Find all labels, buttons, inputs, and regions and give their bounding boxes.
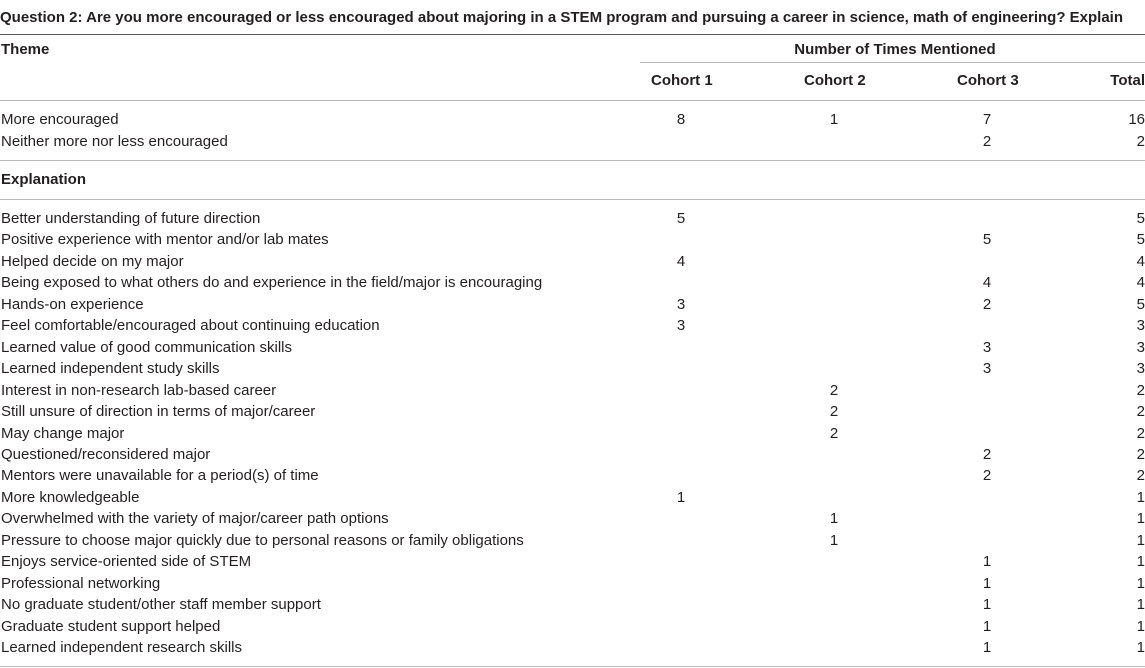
total-value: 2: [1136, 381, 1145, 399]
cohort3-value: 3: [982, 360, 992, 378]
cohort3-value: 1: [982, 574, 992, 592]
row-label: May change major: [1, 424, 125, 442]
row-label: Graduate student support helped: [1, 617, 221, 635]
total-value: 5: [1136, 295, 1145, 313]
cohort3-value: 2: [982, 445, 992, 463]
total-value: 3: [1136, 338, 1145, 356]
cohort3-header: Cohort 3: [957, 72, 1019, 89]
cohort1-value: 4: [676, 252, 686, 270]
cohort1-value: 3: [676, 317, 686, 335]
total-value: 4: [1136, 274, 1145, 292]
cohort3-value: 7: [982, 111, 992, 128]
row-label: Feel comfortable/encouraged about continuing education: [1, 317, 380, 335]
total-value: 3: [1136, 360, 1145, 378]
row-label: Being exposed to what others do and experience in the field/major is encouraging: [1, 274, 543, 292]
row-label: Better understanding of future direction: [1, 210, 261, 227]
row-label: No graduate student/other staff member support: [1, 596, 321, 614]
cohort3-value: 4: [982, 274, 992, 292]
total-value: 2: [1136, 132, 1145, 150]
cohort3-value: 5: [982, 231, 992, 249]
total-value: 1: [1136, 488, 1145, 506]
top-rule: [0, 34, 1145, 35]
row-label: Questioned/reconsidered major: [1, 445, 211, 463]
total-value: 1: [1136, 510, 1145, 528]
cohort3-value: 2: [982, 132, 992, 150]
cohort3-value: 1: [982, 596, 992, 614]
times-mentioned-header: Number of Times Mentioned: [794, 41, 996, 58]
row-label: Helped decide on my major: [1, 252, 184, 270]
cohort1-value: 8: [676, 111, 686, 128]
row-label: Hands-on experience: [1, 295, 144, 313]
spanner-rule: [640, 62, 1145, 63]
total-value: 4: [1136, 252, 1145, 270]
cohort2-value: 2: [829, 424, 839, 442]
theme-column-header: Theme: [1, 41, 50, 58]
total-value: 1: [1136, 639, 1145, 656]
row-label: Pressure to choose major quickly due to personal reasons or family obligations: [1, 531, 524, 549]
total-value: 1: [1136, 531, 1145, 549]
cohort1-value: 5: [676, 210, 686, 227]
total-value: 5: [1136, 231, 1145, 249]
cohort3-value: 1: [982, 639, 992, 656]
cohort3-value: 2: [982, 295, 992, 313]
total-value: 2: [1136, 424, 1145, 442]
row-label: Learned value of good communication skills: [1, 338, 292, 356]
row-label: Learned independent research skills: [1, 639, 242, 656]
cohort1-value: 1: [676, 488, 686, 506]
explanation-heading: Explanation: [1, 171, 87, 188]
cohort2-value: 2: [829, 381, 839, 399]
cohort2-value: 1: [829, 510, 839, 528]
total-value: 2: [1136, 403, 1145, 421]
total-value: 2: [1136, 445, 1145, 463]
row-label: Interest in non-research lab-based career: [1, 381, 277, 399]
table-caption: Question 2: Are you more encouraged or less encouraged about majoring in a STEM program and pursuing a career in science, math of engineering? Explain: [0, 9, 1124, 26]
total-value: 1: [1136, 553, 1145, 571]
total-value: 16: [1128, 111, 1145, 128]
row-label: Still unsure of direction in terms of major/career: [1, 403, 316, 421]
cohort3-value: 1: [982, 553, 992, 571]
row-label: More encouraged: [1, 111, 119, 128]
row-label: Neither more nor less encouraged: [1, 132, 228, 150]
cohort2-value: 1: [829, 531, 839, 549]
cohort3-value: 1: [982, 617, 992, 635]
row-label: Learned independent study skills: [1, 360, 220, 378]
cohort3-value: 3: [982, 338, 992, 356]
cohort2-header: Cohort 2: [804, 72, 866, 89]
cohort1-header: Cohort 1: [651, 72, 713, 89]
cohort3-value: 2: [982, 467, 992, 485]
cohort1-value: 3: [676, 295, 686, 313]
explanation-heading-rule: [0, 199, 1145, 200]
cohort2-value: 2: [829, 403, 839, 421]
bottom-rule: [0, 666, 1145, 667]
row-label: Mentors were unavailable for a period(s) of time: [1, 467, 319, 485]
row-label: More knowledgeable: [1, 488, 140, 506]
row-label: Positive experience with mentor and/or lab mates: [1, 231, 329, 249]
row-label: Overwhelmed with the variety of major/career path options: [1, 510, 389, 528]
total-value: 3: [1136, 317, 1145, 335]
total-value: 2: [1136, 467, 1145, 485]
row-label: Professional networking: [1, 574, 161, 592]
total-value: 1: [1136, 574, 1145, 592]
total-value: 1: [1136, 617, 1145, 635]
total-value: 1: [1136, 596, 1145, 614]
row-label: Enjoys service-oriented side of STEM: [1, 553, 252, 571]
theme-section-rule: [0, 160, 1145, 161]
total-value: 5: [1136, 210, 1145, 227]
header-rule: [0, 100, 1145, 101]
total-header: Total: [1110, 72, 1145, 89]
cohort2-value: 1: [829, 111, 839, 128]
